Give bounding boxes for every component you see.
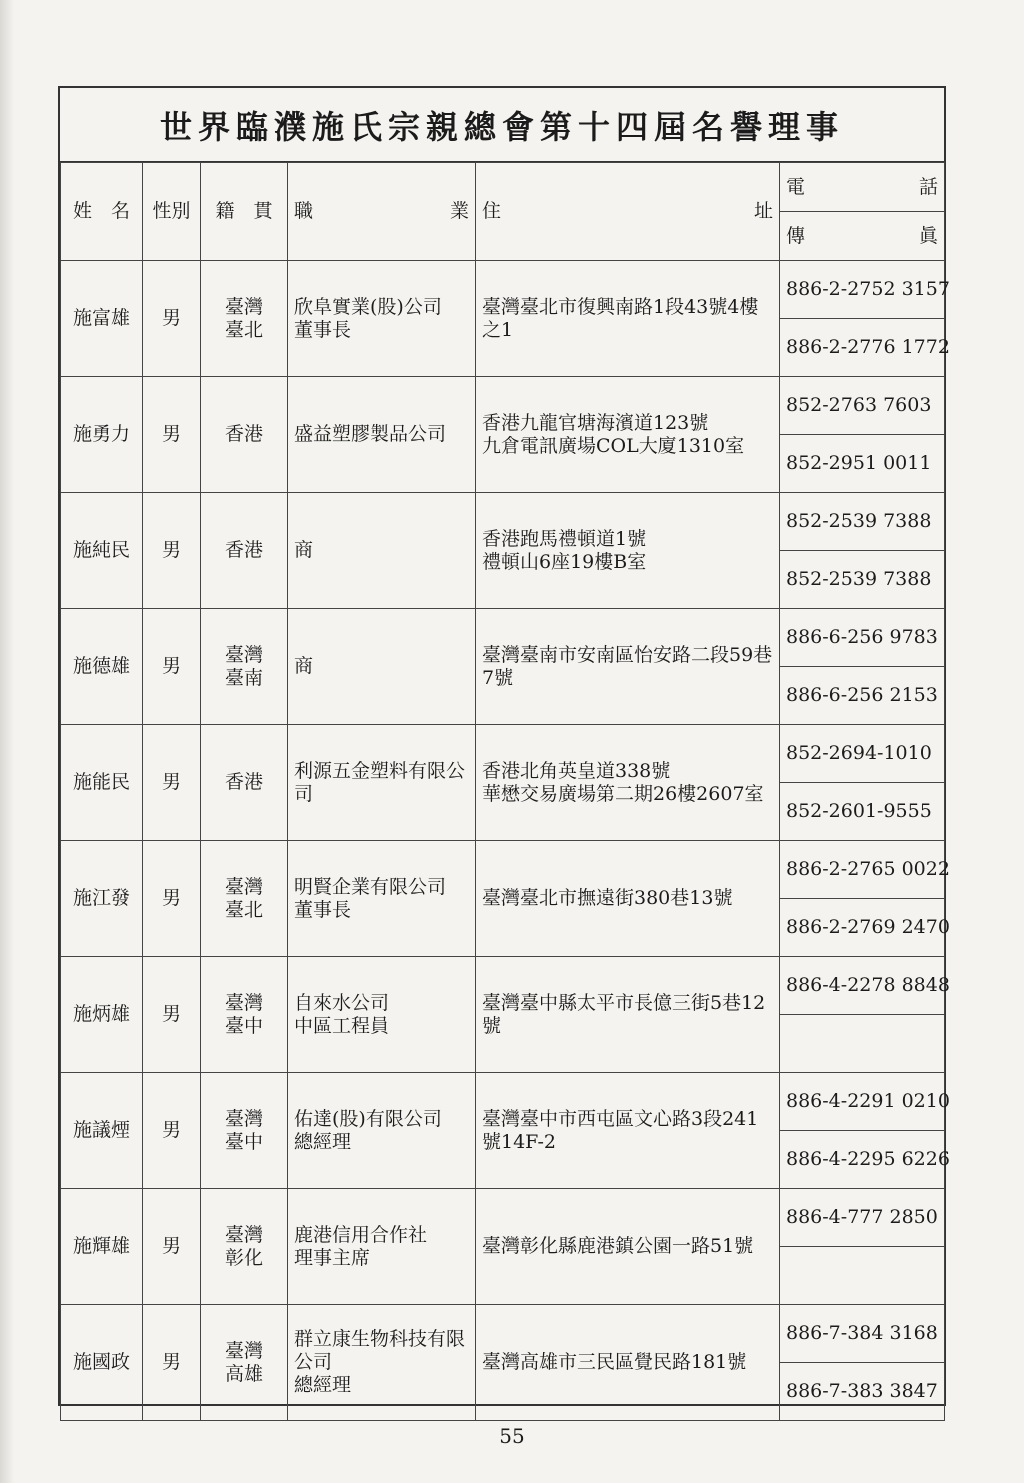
table-row bbox=[61, 725, 945, 783]
member-phone: 886-2-2752 3157 bbox=[780, 261, 945, 319]
table-row bbox=[61, 493, 945, 551]
member-fax: 852-2539 7388 bbox=[780, 551, 945, 609]
member-origin: 香港 bbox=[201, 725, 288, 841]
member-fax: 852-2601-9555 bbox=[780, 783, 945, 841]
member-fax: 886-2-2776 1772 bbox=[780, 319, 945, 377]
table-row bbox=[61, 609, 945, 667]
member-name: 施國政 bbox=[61, 1305, 143, 1421]
header-fax bbox=[780, 212, 945, 261]
table-row bbox=[61, 957, 945, 1015]
member-origin: 香港 bbox=[201, 377, 288, 493]
table-row bbox=[61, 841, 945, 899]
header-occupation-a: 職 bbox=[294, 200, 314, 222]
member-origin: 臺灣 臺中 bbox=[201, 957, 288, 1073]
header-address-b: 址 bbox=[753, 200, 773, 222]
member-sex: 男 bbox=[143, 841, 201, 957]
header-phone-a: 電 bbox=[786, 175, 806, 198]
member-fax bbox=[780, 1247, 945, 1305]
member-address: 臺灣高雄市三民區覺民路181號 bbox=[476, 1305, 780, 1421]
member-phone: 852-2694-1010 bbox=[780, 725, 945, 783]
member-occupation: 自來水公司 中區工程員 bbox=[288, 957, 476, 1073]
member-address: 臺灣臺中市西屯區文心路3段241號14F-2 bbox=[476, 1073, 780, 1189]
member-name: 施富雄 bbox=[61, 261, 143, 377]
member-name: 施輝雄 bbox=[61, 1189, 143, 1305]
page-number: 55 bbox=[499, 1424, 525, 1448]
member-sex: 男 bbox=[143, 609, 201, 725]
table-row bbox=[61, 377, 945, 435]
member-sex: 男 bbox=[143, 261, 201, 377]
member-name: 施炳雄 bbox=[61, 957, 143, 1073]
member-occupation: 佑達(股)有限公司 總經理 bbox=[288, 1073, 476, 1189]
member-phone: 852-2763 7603 bbox=[780, 377, 945, 435]
header-sex: 性別 bbox=[143, 163, 201, 261]
table-body bbox=[61, 261, 950, 1421]
header-fax-a: 傳 bbox=[786, 224, 806, 247]
page-title: 世界臨濮施氏宗親總會第十四屆名譽理事 bbox=[60, 88, 944, 162]
member-sex: 男 bbox=[143, 1073, 201, 1189]
member-sex: 男 bbox=[143, 493, 201, 609]
member-fax bbox=[780, 1015, 945, 1073]
member-address: 臺灣臺北市撫遠街380巷13號 bbox=[476, 841, 780, 957]
member-origin: 臺灣 臺北 bbox=[201, 841, 288, 957]
member-sex: 男 bbox=[143, 725, 201, 841]
member-occupation: 欣阜實業(股)公司 董事長 bbox=[288, 261, 476, 377]
member-address: 臺灣臺中縣太平市長億三街5巷12號 bbox=[476, 957, 780, 1073]
header-phone-b: 話 bbox=[918, 175, 938, 198]
member-occupation: 利源五金塑料有限公司 bbox=[288, 725, 476, 841]
member-name: 施能民 bbox=[61, 725, 143, 841]
member-sex: 男 bbox=[143, 1189, 201, 1305]
header-name: 姓 名 bbox=[61, 163, 143, 261]
member-address: 臺灣彰化縣鹿港鎮公園一路51號 bbox=[476, 1189, 780, 1305]
member-sex: 男 bbox=[143, 1305, 201, 1421]
member-address: 香港跑馬禮頓道1號 禮頓山6座19樓B室 bbox=[476, 493, 780, 609]
member-occupation: 盛益塑膠製品公司 bbox=[288, 377, 476, 493]
member-name: 施議煙 bbox=[61, 1073, 143, 1189]
header-occupation bbox=[288, 163, 476, 261]
member-fax: 886-6-256 2153 bbox=[780, 667, 945, 725]
member-name: 施德雄 bbox=[61, 609, 143, 725]
honorary-directors-table bbox=[60, 162, 950, 1421]
header-fax-b: 眞 bbox=[918, 224, 938, 247]
member-fax: 886-7-383 3847 bbox=[780, 1363, 945, 1421]
header-address bbox=[476, 163, 780, 261]
member-origin: 臺灣 臺北 bbox=[201, 261, 288, 377]
registry-frame bbox=[58, 86, 950, 1406]
header-phone bbox=[780, 163, 945, 212]
member-address: 香港九龍官塘海濱道123號 九倉電訊廣場COL大廈1310室 bbox=[476, 377, 780, 493]
member-name: 施江發 bbox=[61, 841, 143, 957]
member-origin: 臺灣 彰化 bbox=[201, 1189, 288, 1305]
member-phone: 886-4-2291 0210 bbox=[780, 1073, 945, 1131]
member-phone: 886-6-256 9783 bbox=[780, 609, 945, 667]
table-row bbox=[61, 1189, 945, 1247]
member-occupation: 群立康生物科技有限公司 總經理 bbox=[288, 1305, 476, 1421]
member-origin: 臺灣 臺南 bbox=[201, 609, 288, 725]
page-edge-shadow bbox=[0, 0, 14, 1483]
table-row bbox=[61, 261, 945, 319]
member-fax: 852-2951 0011 bbox=[780, 435, 945, 493]
member-phone: 886-4-777 2850 bbox=[780, 1189, 945, 1247]
header-address-a: 住 bbox=[482, 200, 502, 222]
member-occupation: 商 bbox=[288, 609, 476, 725]
member-occupation: 鹿港信用合作社 理事主席 bbox=[288, 1189, 476, 1305]
member-origin: 臺灣 臺中 bbox=[201, 1073, 288, 1189]
member-fax: 886-4-2295 6226 bbox=[780, 1131, 945, 1189]
member-phone: 886-2-2765 0022 bbox=[780, 841, 945, 899]
member-name: 施勇力 bbox=[61, 377, 143, 493]
member-occupation: 明賢企業有限公司 董事長 bbox=[288, 841, 476, 957]
member-sex: 男 bbox=[143, 377, 201, 493]
header-row bbox=[61, 163, 945, 212]
member-address: 臺灣臺南市安南區怡安路二段59巷7號 bbox=[476, 609, 780, 725]
member-phone: 886-7-384 3168 bbox=[780, 1305, 945, 1363]
member-sex: 男 bbox=[143, 957, 201, 1073]
member-origin: 臺灣 高雄 bbox=[201, 1305, 288, 1421]
table-row bbox=[61, 1305, 945, 1363]
member-phone: 852-2539 7388 bbox=[780, 493, 945, 551]
member-occupation: 商 bbox=[288, 493, 476, 609]
member-name: 施純民 bbox=[61, 493, 143, 609]
member-phone: 886-4-2278 8848 bbox=[780, 957, 945, 1015]
member-origin: 香港 bbox=[201, 493, 288, 609]
member-address: 香港北角英皇道338號 華懋交易廣場第二期26樓2607室 bbox=[476, 725, 780, 841]
member-address: 臺灣臺北市復興南路1段43號4樓之1 bbox=[476, 261, 780, 377]
header-origin: 籍 貫 bbox=[201, 163, 288, 261]
member-fax: 886-2-2769 2470 bbox=[780, 899, 945, 957]
header-occupation-b: 業 bbox=[449, 200, 469, 222]
table-row bbox=[61, 1073, 945, 1131]
